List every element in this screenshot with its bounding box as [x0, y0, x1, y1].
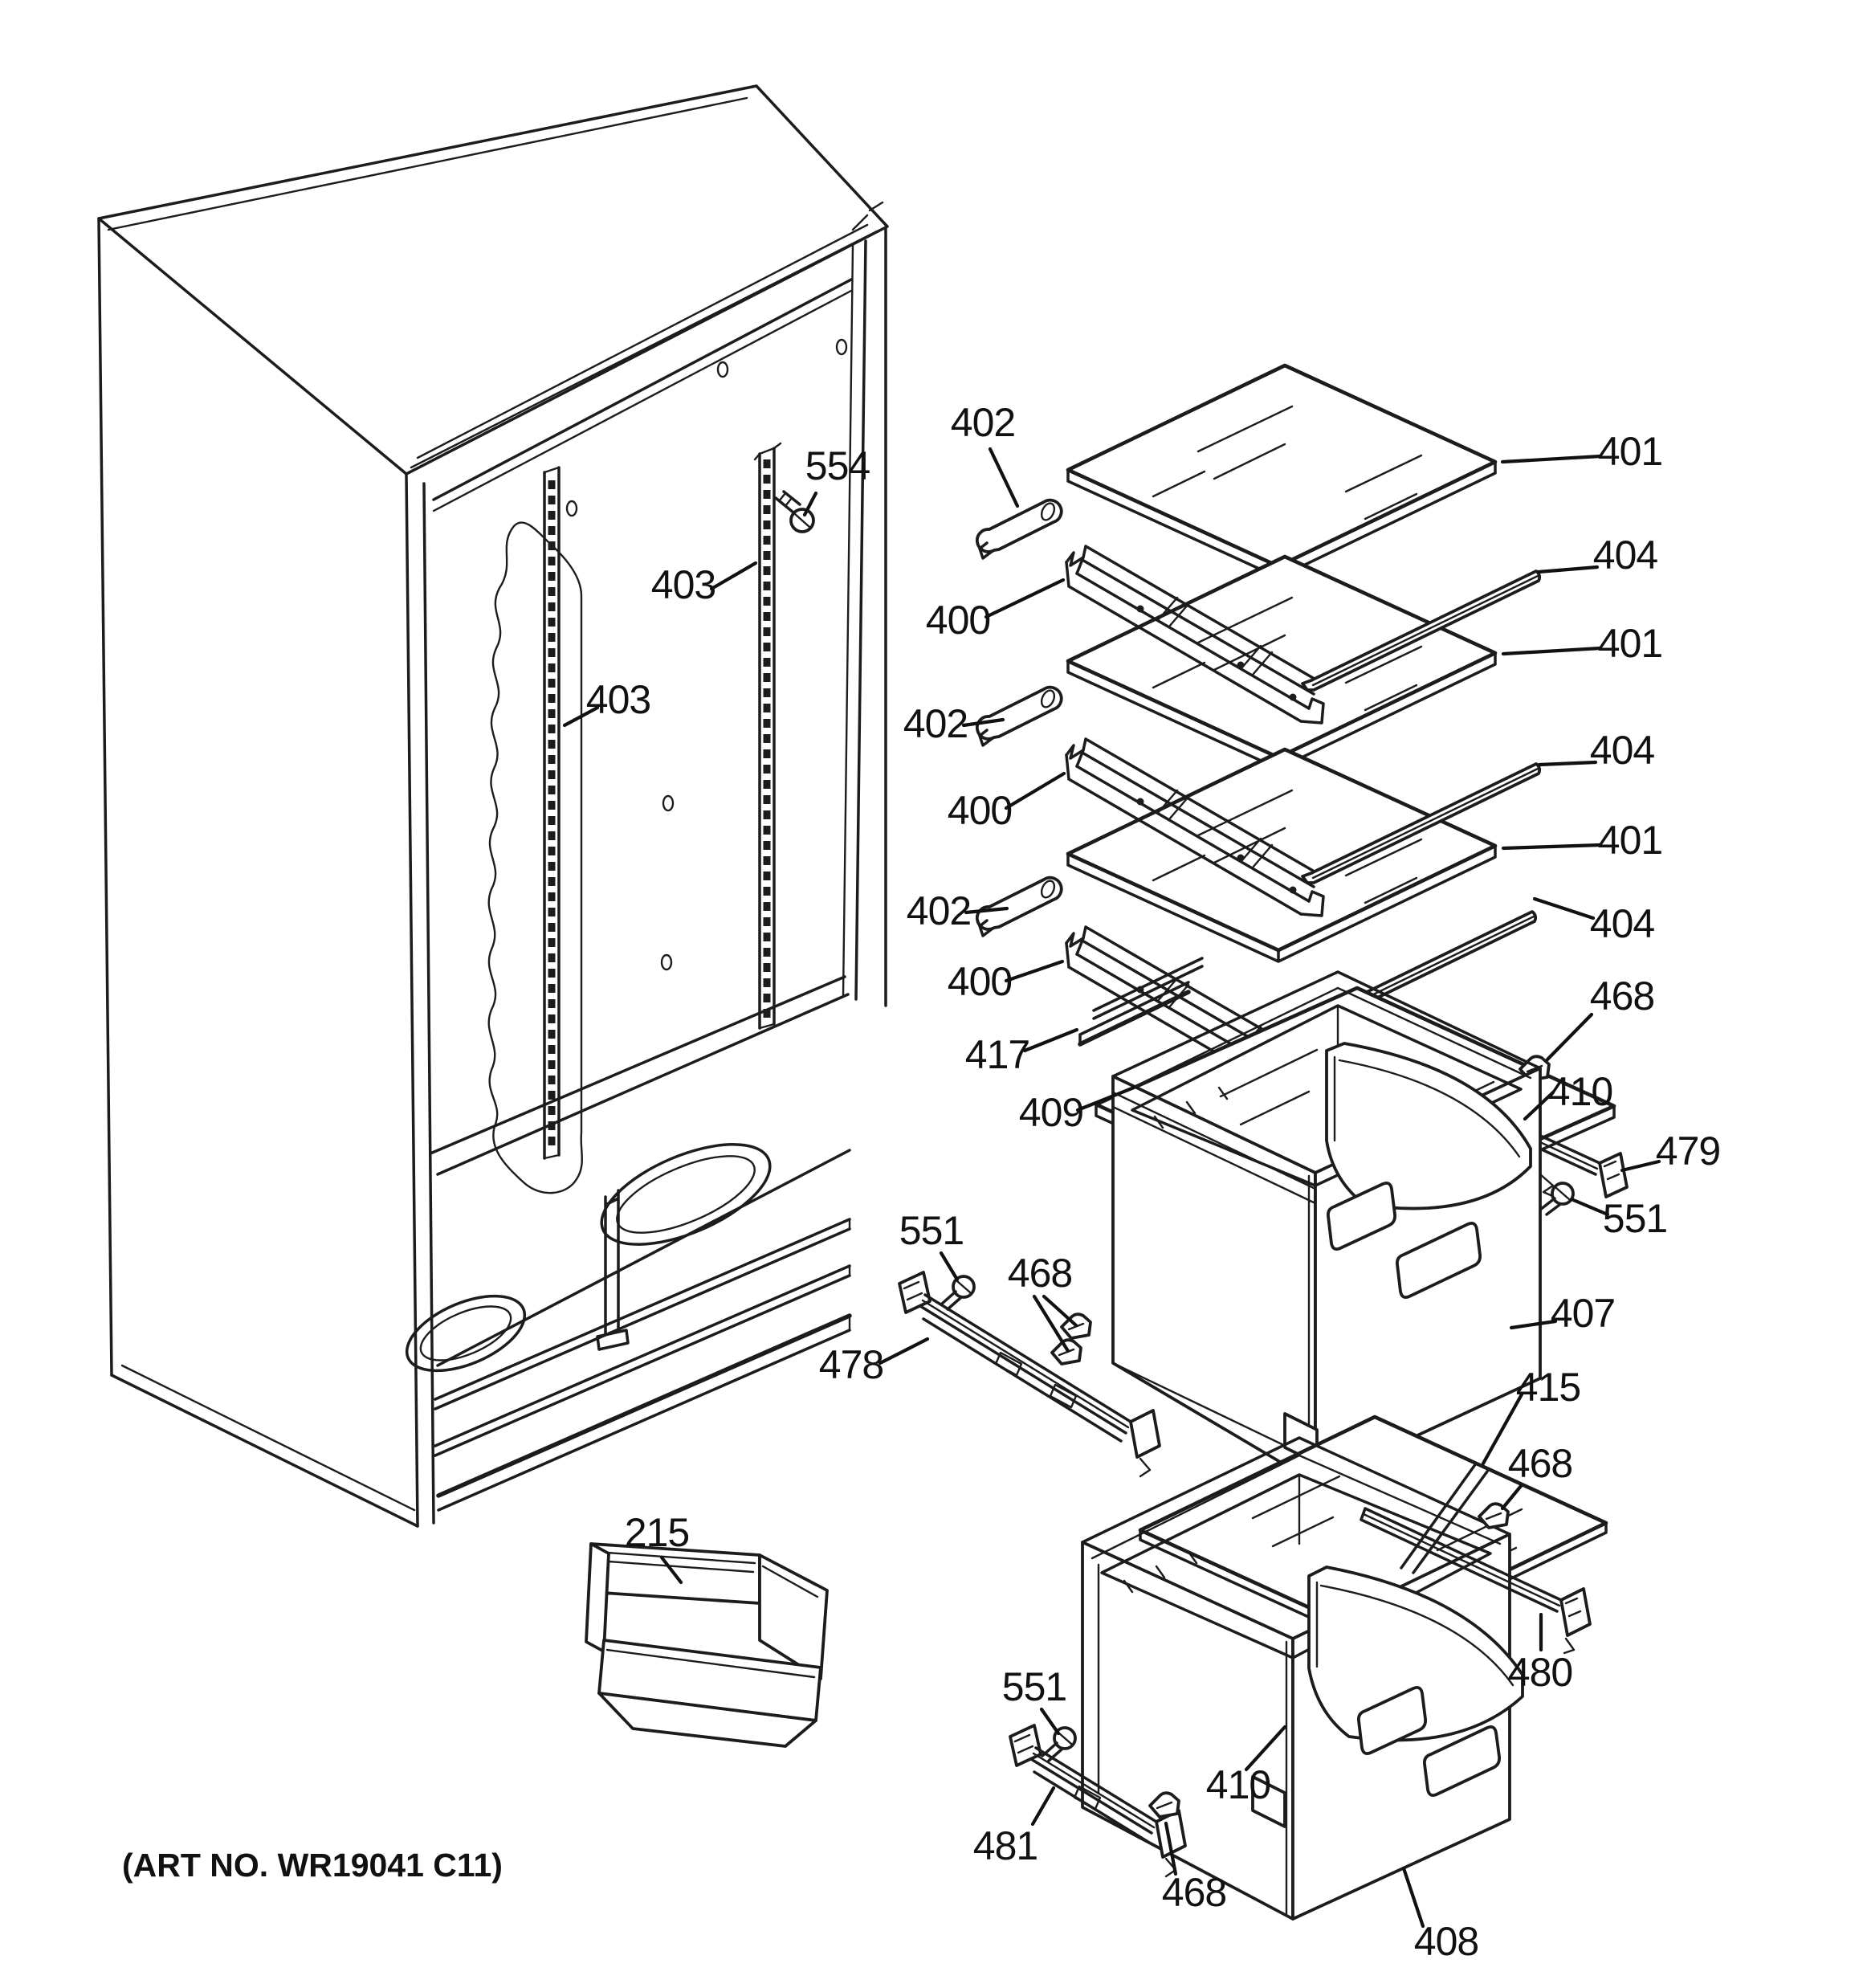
callout-400-1: 400 — [925, 598, 991, 643]
clip-468-left-b — [1052, 1340, 1081, 1364]
leader-400-2 — [1006, 774, 1064, 808]
leader-400-3 — [1006, 961, 1062, 981]
leader-417 — [1025, 1030, 1077, 1051]
callout-404-2: 404 — [1589, 728, 1655, 774]
door-bin-215 — [586, 1544, 827, 1746]
bottom-sill-rails — [435, 1219, 850, 1510]
glass-shelf-401-1 — [1068, 365, 1495, 578]
leader-408 — [1404, 1868, 1423, 1926]
callout-407: 407 — [1550, 1291, 1616, 1337]
roller-402-1 — [977, 500, 1062, 558]
callout-215: 215 — [624, 1510, 690, 1556]
callout-408: 408 — [1413, 1919, 1479, 1965]
shelf-rail-403-interior — [544, 467, 559, 1158]
callout-468-bottom: 468 — [1161, 1870, 1227, 1916]
callout-404-3: 404 — [1589, 901, 1655, 947]
leader-400-1 — [986, 580, 1063, 617]
callout-417: 417 — [964, 1032, 1030, 1078]
screw-551-right — [1540, 1183, 1573, 1214]
drawer-rail-417 — [1080, 958, 1202, 1044]
leader-401-1 — [1502, 456, 1600, 462]
callout-551-right: 551 — [1602, 1196, 1668, 1242]
callout-402-2: 402 — [903, 701, 968, 747]
callout-400-2: 400 — [947, 788, 1013, 834]
callout-551-left: 551 — [899, 1208, 964, 1254]
shelf-rail-403-exploded — [755, 443, 781, 1028]
leader-404-2 — [1539, 762, 1596, 765]
callout-403-right: 403 — [650, 562, 716, 608]
roller-402-3 — [977, 878, 1062, 936]
leader-401-3 — [1503, 845, 1600, 848]
leader-551-bottom — [1042, 1709, 1058, 1733]
floor-pan-rings — [396, 1124, 783, 1386]
foam-seal-outline — [489, 523, 582, 1194]
leader-481 — [1033, 1788, 1054, 1824]
callout-468-top: 468 — [1589, 974, 1655, 1019]
callout-410-top: 410 — [1547, 1069, 1613, 1115]
callout-415: 415 — [1515, 1365, 1581, 1410]
leader-401-2 — [1503, 648, 1600, 654]
leader-478 — [880, 1339, 927, 1363]
screw-551-left — [941, 1276, 974, 1309]
callout-554: 554 — [805, 443, 870, 489]
callout-410-bottom: 410 — [1205, 1762, 1271, 1808]
callout-403-interior: 403 — [585, 677, 651, 723]
callout-401-1: 401 — [1597, 429, 1663, 475]
leader-551-left — [941, 1253, 957, 1280]
callout-402-3: 402 — [906, 888, 972, 934]
callout-468-right: 468 — [1507, 1441, 1573, 1487]
leader-468-top — [1547, 1014, 1592, 1059]
callout-481: 481 — [972, 1823, 1038, 1869]
callout-401-3: 401 — [1597, 818, 1663, 863]
refrigerator-cabinet — [99, 86, 887, 1526]
callout-401-2: 401 — [1597, 621, 1663, 667]
callout-409: 409 — [1018, 1090, 1084, 1136]
callout-479: 479 — [1655, 1129, 1721, 1174]
leader-402-1 — [990, 449, 1017, 506]
art-number: (ART NO. WR19041 C11) — [122, 1847, 503, 1884]
leader-404-3 — [1535, 899, 1593, 918]
callout-400-3: 400 — [947, 959, 1013, 1005]
callout-478: 478 — [818, 1342, 884, 1388]
callout-480: 480 — [1507, 1650, 1573, 1696]
callout-468-left: 468 — [1007, 1251, 1073, 1296]
callout-551-bottom: 551 — [1001, 1664, 1067, 1710]
leader-403-right — [711, 563, 756, 589]
callout-404-1: 404 — [1592, 533, 1658, 578]
leader-404-1 — [1539, 567, 1597, 572]
leader-479 — [1622, 1161, 1659, 1170]
roller-402-2 — [977, 688, 1062, 745]
callout-402-1: 402 — [950, 400, 1016, 446]
